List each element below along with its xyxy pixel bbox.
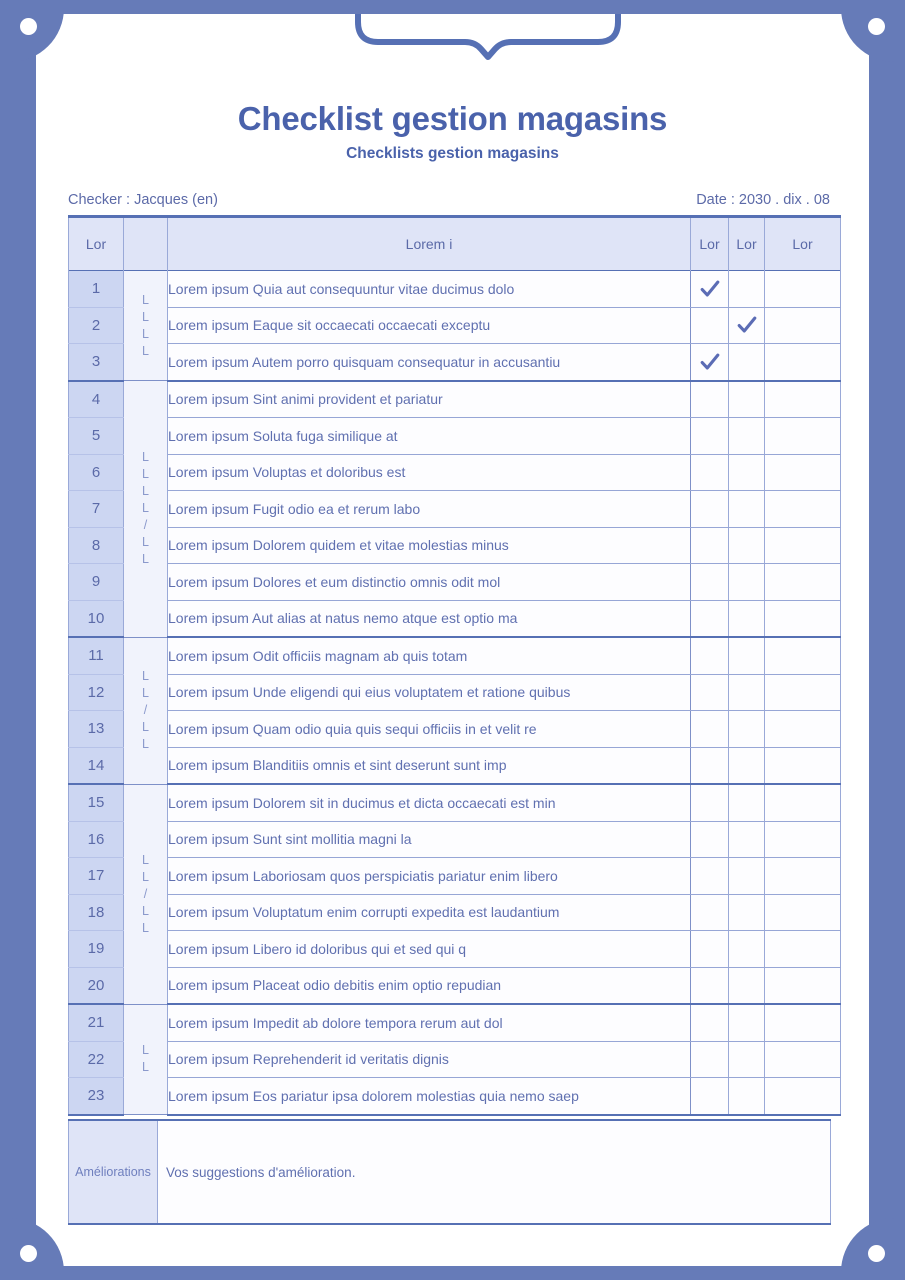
task-text: Lorem ipsum Aut alias at natus nemo atque est optio ma — [168, 600, 691, 637]
checkbox-cell-2[interactable] — [729, 858, 765, 895]
row-category — [124, 1004, 168, 1115]
checkbox-cell-2[interactable] — [729, 931, 765, 968]
clipboard-clip-icon — [353, 14, 623, 78]
category-line: L — [142, 309, 149, 324]
checkbox-cell-2[interactable] — [729, 1004, 765, 1041]
row-number: 3 — [69, 344, 124, 381]
table-row — [69, 418, 841, 455]
checkbox-cell-3[interactable] — [765, 1078, 841, 1115]
checkbox-cell-2[interactable] — [729, 418, 765, 455]
category-line: L — [142, 467, 149, 482]
header-category — [124, 217, 168, 271]
row-number: 23 — [69, 1078, 124, 1115]
row-number: 2 — [69, 307, 124, 344]
table-row — [69, 674, 841, 711]
table-row — [69, 381, 841, 418]
row-category — [124, 784, 168, 1004]
checkbox-cell-1[interactable] — [691, 1004, 729, 1041]
category-line: L — [142, 1060, 149, 1075]
table-row — [69, 784, 841, 821]
task-text: Lorem ipsum Blanditiis omnis et sint deserunt sunt imp — [168, 747, 691, 784]
checkbox-cell-3[interactable] — [765, 784, 841, 821]
category-line: L — [142, 450, 149, 465]
checkbox-cell-3[interactable] — [765, 600, 841, 637]
improvements-value[interactable]: Vos suggestions d'amélioration. — [158, 1120, 831, 1224]
table-header-row — [69, 217, 841, 271]
checkbox-cell-3[interactable] — [765, 821, 841, 858]
row-number: 4 — [69, 381, 124, 418]
improvements-container — [68, 1119, 830, 1225]
checkbox-cell-3[interactable] — [765, 858, 841, 895]
category-line: / — [143, 518, 148, 533]
category-line: L — [142, 737, 149, 751]
row-category — [124, 381, 168, 638]
category-line: L — [142, 535, 149, 550]
row-number: 16 — [69, 821, 124, 858]
table-row — [69, 821, 841, 858]
row-number: 12 — [69, 674, 124, 711]
table-row — [69, 271, 841, 308]
category-line: L — [142, 552, 149, 567]
category-line: L — [142, 669, 149, 683]
task-text: Lorem ipsum Laboriosam quos perspiciatis pariatur enim libero — [168, 858, 691, 895]
row-number: 11 — [69, 637, 124, 674]
task-text: Lorem ipsum Sint animi provident et pariatur — [168, 381, 691, 418]
checkbox-cell-1[interactable] — [691, 1078, 729, 1115]
table-row — [69, 1041, 841, 1078]
meta-row — [68, 192, 830, 208]
improvements-row — [69, 1120, 831, 1224]
row-number: 14 — [69, 747, 124, 784]
header-number: Lor — [69, 217, 124, 271]
checkbox-cell-1[interactable] — [691, 491, 729, 528]
checkbox-cell-3[interactable] — [765, 491, 841, 528]
checklist-table-container — [68, 215, 830, 1116]
header-check-2: Lor — [729, 217, 765, 271]
checkmark-icon[interactable] — [699, 278, 721, 300]
table-body — [69, 271, 841, 1115]
category-line: L — [142, 484, 149, 499]
category-line: L — [142, 720, 149, 734]
table-row — [69, 747, 841, 784]
task-text: Lorem ipsum Eos pariatur ipsa dolorem molestias quia nemo saep — [168, 1078, 691, 1115]
table-row — [69, 307, 841, 344]
checkbox-cell-1[interactable] — [691, 931, 729, 968]
hole-punch-icon — [868, 1245, 885, 1262]
checkbox-cell-3[interactable] — [765, 564, 841, 601]
category-line: L — [142, 852, 149, 867]
checkbox-cell-3[interactable] — [765, 271, 841, 308]
date-label: Date : 2030 . dix . 08 — [696, 192, 830, 208]
checkbox-cell-1[interactable] — [691, 784, 729, 821]
row-number: 22 — [69, 1041, 124, 1078]
task-text: Lorem ipsum Sunt sint mollitia magni la — [168, 821, 691, 858]
checkbox-cell-1[interactable] — [691, 821, 729, 858]
checkbox-cell-1[interactable] — [691, 344, 729, 381]
checkbox-cell-2[interactable] — [729, 674, 765, 711]
task-text: Lorem ipsum Soluta fuga similique at — [168, 418, 691, 455]
category-line: L — [142, 292, 149, 307]
checklist-table — [68, 215, 841, 1116]
task-text: Lorem ipsum Quia aut consequuntur vitae ducimus dolo — [168, 271, 691, 308]
checkbox-cell-3[interactable] — [765, 931, 841, 968]
table-row — [69, 1078, 841, 1115]
table-row — [69, 858, 841, 895]
checkbox-cell-2[interactable] — [729, 527, 765, 564]
task-text: Lorem ipsum Unde eligendi qui eius voluptatem et ratione quibus — [168, 674, 691, 711]
checkbox-cell-2[interactable] — [729, 344, 765, 381]
table-row — [69, 1004, 841, 1041]
checkbox-cell-3[interactable] — [765, 454, 841, 491]
task-text: Lorem ipsum Libero id doloribus qui et sed qui q — [168, 931, 691, 968]
checkbox-cell-3[interactable] — [765, 418, 841, 455]
checkbox-cell-1[interactable] — [691, 711, 729, 748]
category-line: L — [142, 903, 149, 918]
row-number: 13 — [69, 711, 124, 748]
checkbox-cell-3[interactable] — [765, 711, 841, 748]
checkbox-cell-2[interactable] — [729, 600, 765, 637]
task-text: Lorem ipsum Impedit ab dolore tempora rerum aut dol — [168, 1004, 691, 1041]
checkbox-cell-1[interactable] — [691, 967, 729, 1004]
checkbox-cell-3[interactable] — [765, 527, 841, 564]
row-number: 7 — [69, 491, 124, 528]
task-text: Lorem ipsum Voluptatum enim corrupti expedita est laudantium — [168, 894, 691, 931]
checkbox-cell-1[interactable] — [691, 307, 729, 344]
task-text: Lorem ipsum Odit officiis magnam ab quis totam — [168, 637, 691, 674]
table-row — [69, 344, 841, 381]
row-number: 15 — [69, 784, 124, 821]
table-row — [69, 527, 841, 564]
row-number: 8 — [69, 527, 124, 564]
checkbox-cell-2[interactable] — [729, 564, 765, 601]
checkbox-cell-2[interactable] — [729, 711, 765, 748]
checkbox-cell-2[interactable] — [729, 784, 765, 821]
checkbox-cell-2[interactable] — [729, 491, 765, 528]
row-number: 18 — [69, 894, 124, 931]
checkbox-cell-1[interactable] — [691, 271, 729, 308]
row-number: 6 — [69, 454, 124, 491]
hole-punch-icon — [868, 18, 885, 35]
row-number: 21 — [69, 1004, 124, 1041]
checkbox-cell-2[interactable] — [729, 1078, 765, 1115]
header-task: Lorem i — [168, 217, 691, 271]
checkbox-cell-1[interactable] — [691, 564, 729, 601]
row-number: 20 — [69, 967, 124, 1004]
checkbox-cell-3[interactable] — [765, 1004, 841, 1041]
category-line: L — [142, 343, 149, 358]
table-row — [69, 491, 841, 528]
checkbox-cell-3[interactable] — [765, 674, 841, 711]
table-row — [69, 564, 841, 601]
task-text: Lorem ipsum Dolorem quidem et vitae molestias minus — [168, 527, 691, 564]
checkbox-cell-3[interactable] — [765, 381, 841, 418]
category-line: / — [143, 703, 148, 717]
checkbox-cell-1[interactable] — [691, 674, 729, 711]
improvements-table — [68, 1119, 831, 1225]
checkbox-cell-2[interactable] — [729, 271, 765, 308]
checkbox-cell-1[interactable] — [691, 418, 729, 455]
checkbox-cell-2[interactable] — [729, 967, 765, 1004]
task-text: Lorem ipsum Autem porro quisquam consequatur in accusantiu — [168, 344, 691, 381]
row-number: 5 — [69, 418, 124, 455]
row-number: 19 — [69, 931, 124, 968]
checkbox-cell-1[interactable] — [691, 527, 729, 564]
checkbox-cell-1[interactable] — [691, 637, 729, 674]
document-body — [36, 14, 869, 1266]
row-number: 9 — [69, 564, 124, 601]
task-text: Lorem ipsum Quam odio quia quis sequi officiis in et velit re — [168, 711, 691, 748]
checkmark-icon[interactable] — [699, 351, 721, 373]
checkbox-cell-2[interactable] — [729, 454, 765, 491]
task-text: Lorem ipsum Fugit odio ea et rerum labo — [168, 491, 691, 528]
row-category — [124, 271, 168, 381]
task-text: Lorem ipsum Voluptas et doloribus est — [168, 454, 691, 491]
checkbox-cell-3[interactable] — [765, 967, 841, 1004]
table-row — [69, 711, 841, 748]
task-text: Lorem ipsum Dolorem sit in ducimus et dicta occaecati est min — [168, 784, 691, 821]
checkbox-cell-3[interactable] — [765, 344, 841, 381]
checkbox-cell-3[interactable] — [765, 747, 841, 784]
table-row — [69, 931, 841, 968]
checkbox-cell-1[interactable] — [691, 600, 729, 637]
checkbox-cell-3[interactable] — [765, 637, 841, 674]
checkbox-cell-2[interactable] — [729, 1041, 765, 1078]
page-subtitle: Checklists gestion magasins — [346, 145, 559, 162]
table-row — [69, 600, 841, 637]
page-title: Checklist gestion magasins — [237, 100, 668, 137]
category-line: L — [142, 920, 149, 935]
checkbox-cell-2[interactable] — [729, 747, 765, 784]
header-check-3: Lor — [765, 217, 841, 271]
row-category — [124, 637, 168, 784]
task-text: Lorem ipsum Reprehenderit id veritatis dignis — [168, 1041, 691, 1078]
category-line: L — [142, 686, 149, 700]
checkbox-cell-1[interactable] — [691, 1041, 729, 1078]
checkbox-cell-3[interactable] — [765, 894, 841, 931]
row-number: 17 — [69, 858, 124, 895]
checkbox-cell-2[interactable] — [729, 637, 765, 674]
category-line: / — [143, 886, 148, 901]
checkbox-cell-1[interactable] — [691, 894, 729, 931]
task-text: Lorem ipsum Dolores et eum distinctio omnis odit mol — [168, 564, 691, 601]
checkbox-cell-2[interactable] — [729, 307, 765, 344]
checkbox-cell-1[interactable] — [691, 747, 729, 784]
checkbox-cell-2[interactable] — [729, 381, 765, 418]
checkbox-cell-1[interactable] — [691, 454, 729, 491]
checkbox-cell-1[interactable] — [691, 858, 729, 895]
table-row — [69, 454, 841, 491]
checkmark-icon[interactable] — [736, 314, 758, 336]
table-row — [69, 967, 841, 1004]
checkbox-cell-1[interactable] — [691, 381, 729, 418]
table-row — [69, 894, 841, 931]
header-check-1: Lor — [691, 217, 729, 271]
category-line: L — [142, 501, 149, 516]
checkbox-cell-2[interactable] — [729, 894, 765, 931]
hole-punch-icon — [20, 1245, 37, 1262]
category-line: L — [142, 1043, 149, 1058]
category-line: L — [142, 326, 149, 341]
checkbox-cell-2[interactable] — [729, 821, 765, 858]
improvements-label: Améliorations — [69, 1120, 158, 1224]
hole-punch-icon — [20, 18, 37, 35]
checkbox-cell-3[interactable] — [765, 1041, 841, 1078]
checker-label: Checker : Jacques (en) — [68, 192, 218, 208]
checkbox-cell-3[interactable] — [765, 307, 841, 344]
task-text: Lorem ipsum Placeat odio debitis enim optio repudian — [168, 967, 691, 1004]
category-line: L — [142, 869, 149, 884]
task-text: Lorem ipsum Eaque sit occaecati occaecati exceptu — [168, 307, 691, 344]
table-row — [69, 637, 841, 674]
row-number: 10 — [69, 600, 124, 637]
row-number: 1 — [69, 271, 124, 308]
